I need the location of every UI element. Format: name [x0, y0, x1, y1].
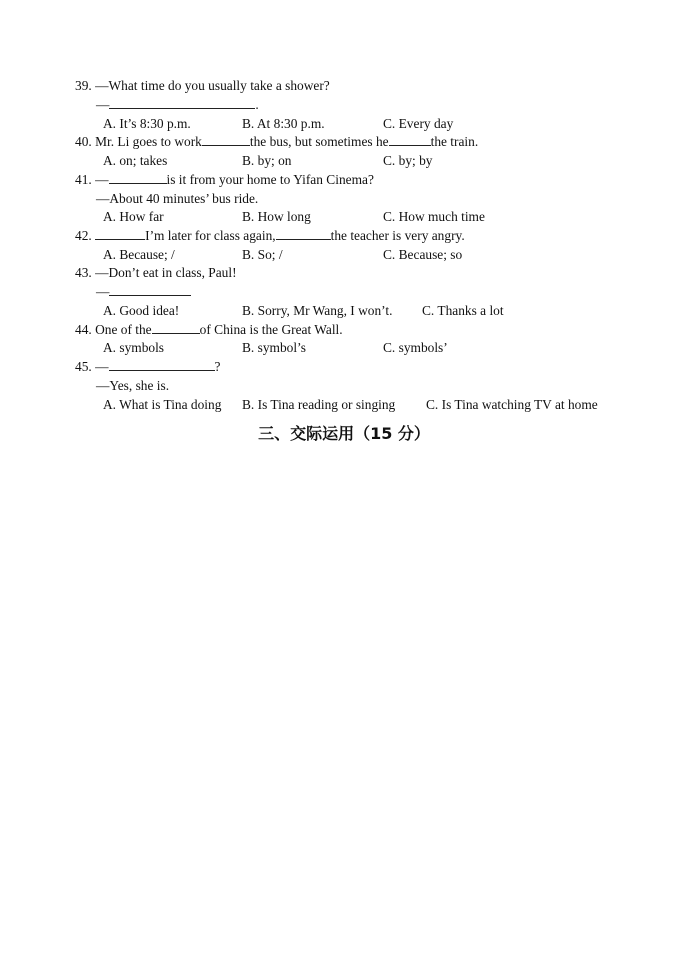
- question-39: [75, 77, 330, 94]
- answer-blank[interactable]: [95, 227, 145, 240]
- option-b: B. So; /: [242, 247, 283, 262]
- stem-part: the train.: [430, 134, 479, 149]
- answer-blank[interactable]: [109, 358, 215, 371]
- period: .: [255, 97, 259, 112]
- question-number: 39.: [75, 78, 92, 93]
- option-a: A. Because; /: [103, 247, 175, 262]
- question-44: [75, 321, 343, 338]
- answer-blank[interactable]: [389, 133, 431, 146]
- reply-45: —Yes, she is.: [96, 378, 170, 393]
- option-a: A. How far: [103, 209, 164, 224]
- question-mark: ?: [214, 359, 221, 374]
- question-43: [75, 264, 237, 281]
- reply-41: —About 40 minutes’ bus ride.: [96, 191, 259, 206]
- answer-blank[interactable]: [202, 133, 250, 146]
- stem-part: One of the: [95, 322, 152, 337]
- answer-line-43: [96, 283, 191, 300]
- stem-part: I’m later for class again,: [145, 228, 276, 243]
- question-45: [75, 358, 220, 375]
- answer-blank[interactable]: [152, 321, 200, 334]
- option-c: C. Is Tina watching TV at home: [426, 397, 598, 412]
- question-number: 40.: [75, 134, 92, 149]
- option-a: A. What is Tina doing: [103, 397, 222, 412]
- question-number: 43.: [75, 265, 92, 280]
- question-number: 41.: [75, 172, 92, 187]
- option-a: A. on; takes: [103, 153, 168, 168]
- question-number: 44.: [75, 322, 92, 337]
- dash: —: [95, 172, 109, 187]
- question-stem: —What time do you usually take a shower?: [95, 78, 330, 93]
- question-number: 45.: [75, 359, 92, 374]
- answer-blank[interactable]: [276, 227, 331, 240]
- stem-part: is it from your home to Yifan Cinema?: [166, 172, 374, 187]
- option-c: C. symbols’: [383, 340, 448, 355]
- option-c: C. Because; so: [383, 247, 463, 262]
- answer-blank[interactable]: [109, 171, 167, 184]
- option-b: B. Sorry, Mr Wang, I won’t.: [242, 303, 393, 318]
- section-heading: 三、交际运用（15 分）: [258, 424, 430, 443]
- option-b: B. At 8:30 p.m.: [242, 116, 325, 131]
- option-b: B. by; on: [242, 153, 292, 168]
- option-c: C. by; by: [383, 153, 433, 168]
- answer-line-39: [96, 96, 259, 113]
- option-a: A. It’s 8:30 p.m.: [103, 116, 191, 131]
- dash: —: [96, 284, 110, 299]
- question-40: [75, 133, 478, 150]
- option-a: A. symbols: [103, 340, 165, 355]
- answer-blank[interactable]: [109, 96, 255, 109]
- option-a: A. Good idea!: [103, 303, 180, 318]
- question-42: [75, 227, 465, 244]
- option-b: B. How long: [242, 209, 311, 224]
- answer-blank[interactable]: [109, 283, 191, 296]
- option-c: C. Thanks a lot: [422, 303, 504, 318]
- question-41: [75, 171, 374, 188]
- option-b: B. Is Tina reading or singing: [242, 397, 396, 412]
- option-c: C. Every day: [383, 116, 454, 131]
- option-c: C. How much time: [383, 209, 485, 224]
- stem-part: the bus, but sometimes he: [249, 134, 389, 149]
- dash: —: [96, 97, 110, 112]
- dash: —: [95, 359, 109, 374]
- question-stem: —Don’t eat in class, Paul!: [95, 265, 237, 280]
- option-b: B. symbol’s: [242, 340, 306, 355]
- stem-part: Mr. Li goes to work: [95, 134, 202, 149]
- stem-part: of China is the Great Wall.: [199, 322, 343, 337]
- stem-part: the teacher is very angry.: [330, 228, 465, 243]
- question-number: 42.: [75, 228, 92, 243]
